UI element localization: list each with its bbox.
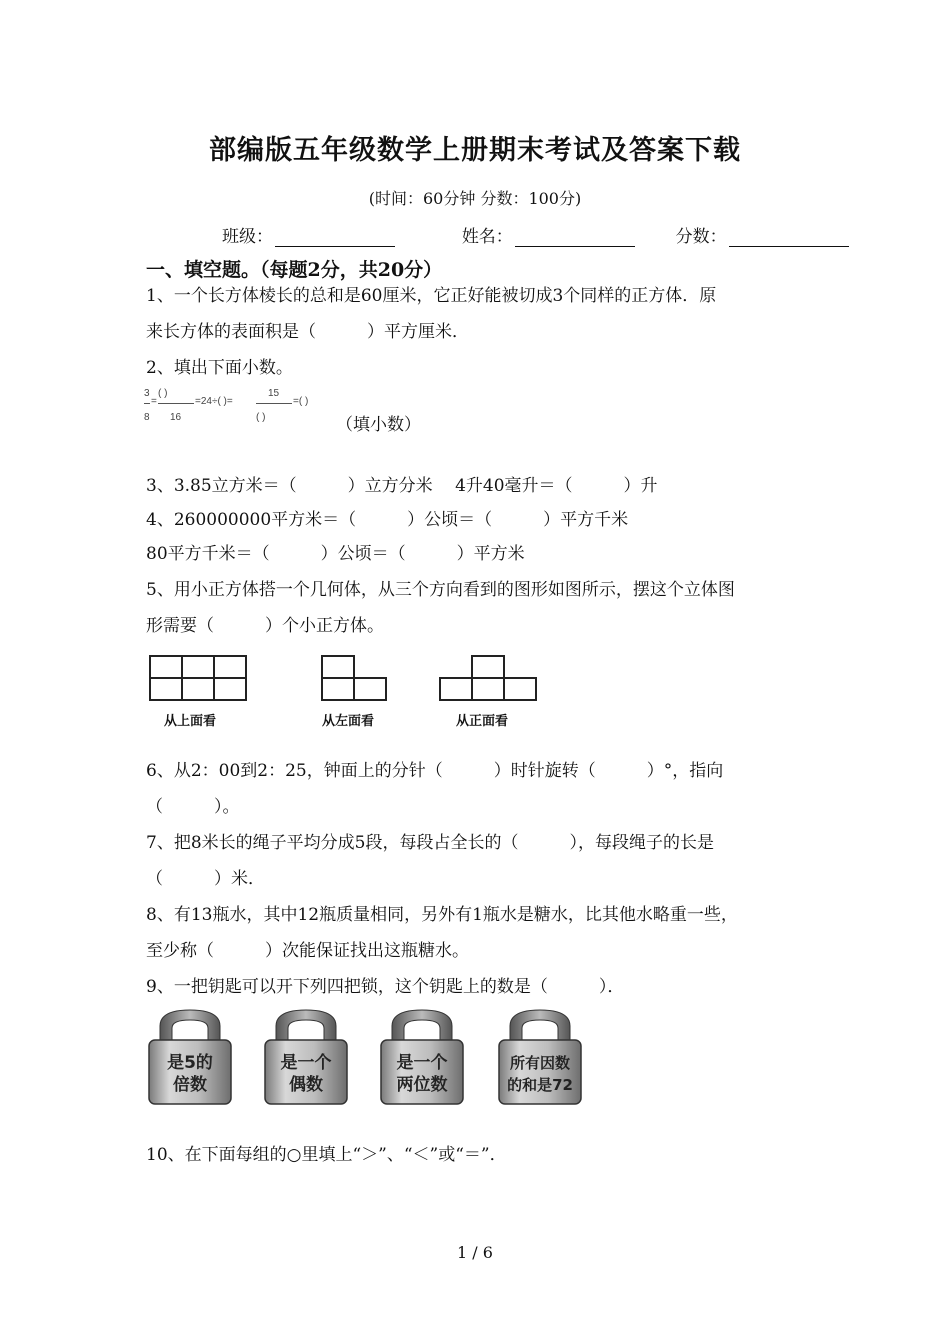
frac-c-num: 15 <box>268 388 280 399</box>
q5-line2: 形需要（ ）个小正方体。 <box>146 616 384 636</box>
name-label: 姓名： <box>461 227 513 247</box>
q7-line1: 7、把8米长的绳子平均分成5段，每段占全长的（ ），每段绳子的长是 <box>146 833 714 853</box>
lock-3-line1: 是一个 <box>396 1053 448 1073</box>
top-view <box>150 656 246 700</box>
lock-4-line2: 的和是72 <box>507 1076 573 1094</box>
lock-2 <box>265 1010 347 1104</box>
lock-1-line2: 倍数 <box>173 1075 207 1095</box>
frac-b-num: ( ) <box>158 388 168 399</box>
caption-top-view: 从上面看 <box>164 714 217 729</box>
student-info <box>222 222 849 247</box>
q5-line1: 5、用小正方体搭一个几何体，从三个方向看到的图形如图所示，摆这个立体图 <box>146 580 735 600</box>
three-view-figure <box>148 654 540 702</box>
lock-3-line2: 两位数 <box>396 1075 448 1095</box>
frac-eq3: =( ) <box>293 396 309 407</box>
q9-line1: 9、一把钥匙可以开下列四把锁，这个钥匙上的数是（ ）． <box>146 977 625 997</box>
name-field[interactable] <box>515 230 635 247</box>
score-field[interactable] <box>729 230 849 247</box>
exam-subtitle: (时间：60分钟 分数：100分) <box>368 189 582 208</box>
q8-line2: 至少称（ ）次能保证找出这瓶糖水。 <box>146 941 469 961</box>
frac-eq1: = <box>151 396 157 407</box>
lock-4-line1: 所有因数 <box>509 1054 571 1072</box>
frac-a-den: 8 <box>144 412 150 423</box>
frac-b-den: 16 <box>170 412 182 423</box>
q2-line1: 2、填出下面小数。 <box>146 358 293 378</box>
locks-figure <box>146 1006 586 1108</box>
frac-a-bar <box>144 403 150 404</box>
frac-c-den: ( ) <box>256 412 266 423</box>
q6-line2: （ ）。 <box>146 797 240 817</box>
lock-2-line2: 偶数 <box>289 1075 323 1095</box>
q2-note: （填小数） <box>336 415 421 435</box>
q1-line1: 1、一个长方体棱长的总和是60厘米，它正好能被切成3个同样的正方体．原 <box>146 286 717 306</box>
section-heading: 一、填空题。（每题2分，共20分） <box>146 259 443 281</box>
page-number: 1 / 6 <box>457 1243 493 1262</box>
caption-left-view: 从左面看 <box>322 714 375 729</box>
frac-b-bar <box>158 403 194 404</box>
frac-eq2: =24÷( )= <box>195 396 233 407</box>
q2-fraction-expression <box>144 386 344 432</box>
caption-front-view: 从正面看 <box>456 714 509 729</box>
lock-1-line1: 是5的 <box>167 1053 213 1073</box>
page-title: 部编版五年级数学上册期末考试及答案下载 <box>209 135 741 166</box>
frac-c-bar <box>256 403 292 404</box>
class-field[interactable] <box>275 230 395 247</box>
q4-line1: 4、260000000平方米＝（ ）公顷＝（ ）平方千米 <box>146 510 629 530</box>
front-view <box>440 656 536 700</box>
q3-line: 3、3.85立方米＝（ ）立方分米 4升40毫升＝（ ）升 <box>146 476 658 496</box>
class-label: 班级： <box>222 227 273 247</box>
lock-4 <box>499 1010 581 1104</box>
score-label: 分数： <box>675 227 727 247</box>
lock-1 <box>149 1010 231 1104</box>
q4-line2: 80平方千米＝（ ）公顷＝（ ）平方米 <box>146 544 525 564</box>
frac-a-num: 3 <box>144 388 150 399</box>
q7-line2: （ ）米． <box>146 869 265 889</box>
lock-2-line1: 是一个 <box>280 1053 332 1073</box>
q6-line1: 6、从2：00到2：25，钟面上的分针（ ）时针旋转（ ）°，指向 <box>146 761 724 781</box>
q8-line1: 8、有13瓶水，其中12瓶质量相同，另外有1瓶水是糖水，比其他水略重一些， <box>146 905 738 925</box>
lock-3 <box>381 1010 463 1104</box>
q1-line2: 来长方体的表面积是（ ）平方厘米． <box>146 322 469 342</box>
left-view <box>322 656 386 700</box>
q10-line: 10、在下面每组的○里填上“＞”、“＜”或“＝”． <box>146 1145 507 1165</box>
